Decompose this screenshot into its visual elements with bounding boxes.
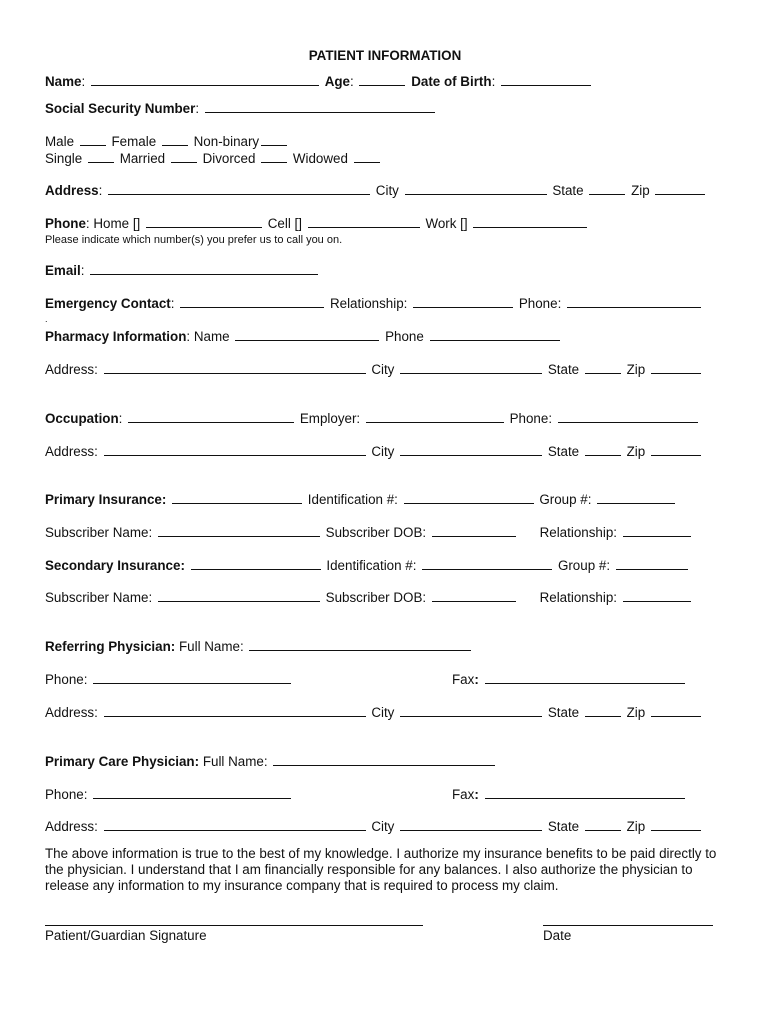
nonbinary-field[interactable] <box>261 134 287 146</box>
secondary-subscriber-name-field[interactable] <box>158 590 320 602</box>
emergency-relationship-field[interactable] <box>413 296 513 308</box>
pcp-phone-row: Phone: <box>45 786 293 803</box>
referring-fax-field[interactable] <box>485 672 685 684</box>
employer-state-field[interactable] <box>585 444 621 456</box>
email-row: Email: <box>45 262 320 279</box>
pcp-state-field[interactable] <box>585 819 621 831</box>
pharmacy-address-field[interactable] <box>104 362 366 374</box>
referring-zip-field[interactable] <box>651 705 701 717</box>
cell-phone-field[interactable] <box>308 216 420 228</box>
date-line[interactable] <box>543 925 713 926</box>
marital-row: Single Married Divorced Widowed <box>45 150 382 167</box>
stray-dot: . <box>45 314 48 324</box>
secondary-subscriber-row: Subscriber Name: Subscriber DOB: Relationship: <box>45 589 693 606</box>
gender-row: Male Female Non-binary <box>45 133 289 150</box>
name-row: Name: Age: Date of Birth: <box>45 73 593 90</box>
secondary-insurance-row: Secondary Insurance: Identification #: Group #: <box>45 557 690 574</box>
pharmacy-phone-field[interactable] <box>430 329 560 341</box>
referring-phone-row: Phone: <box>45 671 293 688</box>
employer-city-field[interactable] <box>400 444 542 456</box>
address-row: Address: City State Zip <box>45 182 707 199</box>
referring-name-field[interactable] <box>249 639 471 651</box>
referring-state-field[interactable] <box>585 705 621 717</box>
home-phone-field[interactable] <box>146 216 262 228</box>
secondary-group-field[interactable] <box>616 558 688 570</box>
pcp-address-field[interactable] <box>104 819 366 831</box>
pcp-fax-row: Fax: <box>452 786 687 803</box>
ssn-field[interactable] <box>205 101 435 113</box>
employer-phone-field[interactable] <box>558 411 698 423</box>
pharmacy-address-row: Address: City State Zip <box>45 361 703 378</box>
pcp-zip-field[interactable] <box>651 819 701 831</box>
secondary-insurance-field[interactable] <box>191 558 321 570</box>
ssn-row: Social Security Number: <box>45 100 437 117</box>
occupation-field[interactable] <box>128 411 294 423</box>
address-field[interactable] <box>108 183 370 195</box>
dob-field[interactable] <box>501 74 591 86</box>
pharmacy-state-field[interactable] <box>585 362 621 374</box>
emergency-phone-field[interactable] <box>567 296 701 308</box>
employer-address-field[interactable] <box>104 444 366 456</box>
employer-address-row: Address: City State Zip <box>45 443 703 460</box>
pcp-fax-field[interactable] <box>485 787 685 799</box>
primary-subscriber-name-field[interactable] <box>158 525 320 537</box>
primary-relationship-field[interactable] <box>623 525 691 537</box>
pcp-city-field[interactable] <box>400 819 542 831</box>
referring-phone-field[interactable] <box>93 672 291 684</box>
signature-label: Patient/Guardian Signature <box>45 928 207 943</box>
pcp-name-field[interactable] <box>273 754 495 766</box>
secondary-subscriber-dob-field[interactable] <box>432 590 516 602</box>
primary-insurance-row: Primary Insurance: Identification #: Group #: <box>45 491 677 508</box>
single-field[interactable] <box>88 151 114 163</box>
primary-subscriber-dob-field[interactable] <box>432 525 516 537</box>
pcp-phone-field[interactable] <box>93 787 291 799</box>
pharmacy-zip-field[interactable] <box>651 362 701 374</box>
secondary-relationship-field[interactable] <box>623 590 691 602</box>
age-field[interactable] <box>359 74 405 86</box>
state-field[interactable] <box>589 183 625 195</box>
referring-address-row: Address: City State Zip <box>45 704 703 721</box>
referring-address-field[interactable] <box>104 705 366 717</box>
email-field[interactable] <box>90 263 318 275</box>
zip-field[interactable] <box>655 183 705 195</box>
occupation-row: Occupation: Employer: Phone: <box>45 410 700 427</box>
female-field[interactable] <box>162 134 188 146</box>
divorced-field[interactable] <box>261 151 287 163</box>
secondary-id-field[interactable] <box>422 558 552 570</box>
primary-id-field[interactable] <box>404 492 534 504</box>
emergency-contact-field[interactable] <box>180 296 324 308</box>
referring-fax-row: Fax: <box>452 671 687 688</box>
employer-field[interactable] <box>366 411 504 423</box>
pharmacy-name-field[interactable] <box>235 329 379 341</box>
city-field[interactable] <box>405 183 547 195</box>
pcp-address-row: Address: City State Zip <box>45 818 703 835</box>
employer-zip-field[interactable] <box>651 444 701 456</box>
pharmacy-city-field[interactable] <box>400 362 542 374</box>
work-phone-field[interactable] <box>473 216 587 228</box>
page-title: PATIENT INFORMATION <box>308 48 462 63</box>
male-field[interactable] <box>80 134 106 146</box>
authorization-statement: The above information is true to the best of my knowledge. I authorize my insurance benefits to be paid directly to the physician. I understand that I am financially responsible for any balances. I also authorize the physician to release any information to my insurance company that is required to process my claim. <box>45 846 717 893</box>
phone-note: Please indicate which number(s) you prefer us to call you on. <box>45 234 343 246</box>
name-field[interactable] <box>91 74 319 86</box>
primary-subscriber-row: Subscriber Name: Subscriber DOB: Relationship: <box>45 524 693 541</box>
married-field[interactable] <box>171 151 197 163</box>
referring-physician-row: Referring Physician: Full Name: <box>45 638 473 655</box>
phone-row: Phone: Home [] Cell [] Work [] <box>45 215 589 232</box>
widowed-field[interactable] <box>354 151 380 163</box>
primary-insurance-field[interactable] <box>172 492 302 504</box>
signature-line[interactable] <box>45 925 423 926</box>
emergency-row: Emergency Contact: Relationship: Phone: <box>45 295 703 312</box>
pharmacy-row: Pharmacy Information: Name Phone <box>45 328 562 345</box>
pcp-row: Primary Care Physician: Full Name: <box>45 753 497 770</box>
primary-group-field[interactable] <box>597 492 675 504</box>
referring-city-field[interactable] <box>400 705 542 717</box>
date-label: Date <box>543 928 572 943</box>
